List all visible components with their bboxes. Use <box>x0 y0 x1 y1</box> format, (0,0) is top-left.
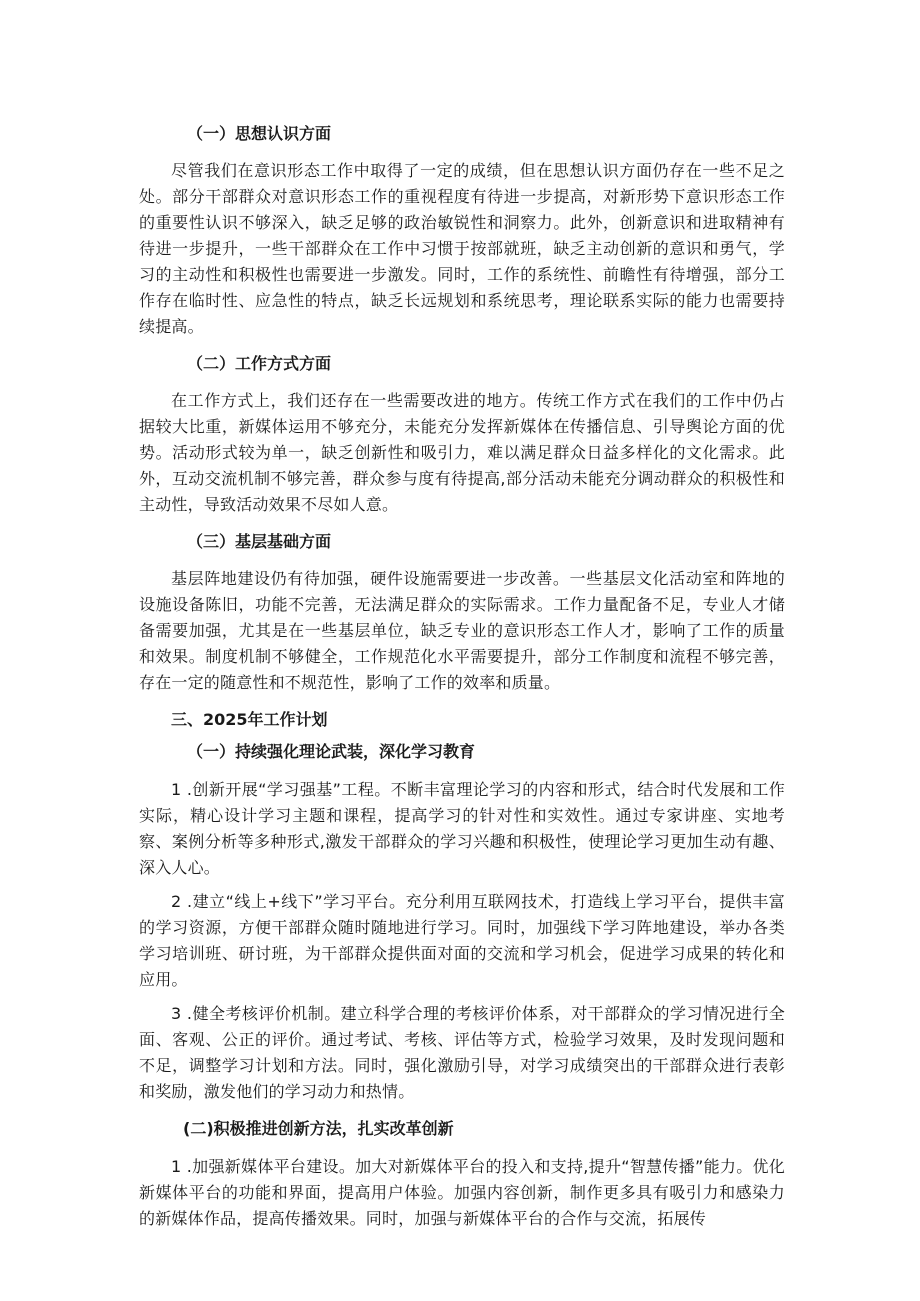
heading-theory-armament: （一）持续强化理论武装，深化学习教育 <box>187 742 476 761</box>
document-page <box>139 118 785 1232</box>
paragraph-grassroots-foundation: 基层阵地建设仍有待加强，硬件设施需要进一步改善。一些基层文化活动室和阵地的设施设备陈旧，功能不完善，无法满足群众的实际需求。工作力量配备不足，专业人才储备需要加强，尤其是在一些基层单位，缺乏专业的意识形态工作人才，影响了工作的质量和效果。制度机制不够健全，工作规范化水平需要提升，部分工作制度和流程不够完善，存在一定的随意性和不规范性，影响了工作的效率和质量。 <box>139 569 785 692</box>
list-item-study-project: 1 .创新开展“学习强基”工程。不断丰富理论学习的内容和形式，结合时代发展和工作实际，精心设计学习主题和课程，提高学习的针对性和实效性。通过专家讲座、实地考察、案例分析等多种形式,激发干部群众的学习兴趣和积极性，使理论学习更加生动有趣、深入人心。 <box>139 780 785 877</box>
paragraph-work-methods: 在工作方式上，我们还存在一些需要改进的地方。传统工作方式在我们的工作中仍占据较大比重，新媒体运用不够充分，未能充分发挥新媒体在传播信息、引导舆论方面的优势。活动形式较为单一，缺乏创新性和吸引力，难以满足群众日益多样化的文化需求。此外，互动交流机制不够完善，群众参与度有待提高,部分活动未能充分调动群众的积极性和主动性，导致活动效果不尽如人意。 <box>139 391 785 514</box>
heading-grassroots-foundation: （三）基层基础方面 <box>187 532 332 551</box>
paragraph-thought-awareness: 尽管我们在意识形态工作中取得了一定的成绩，但在思想认识方面仍存在一些不足之处。部分干部群众对意识形态工作的重视程度有待进一步提高，对新形势下意识形态工作的重要性认识不够深入，缺乏足够的政治敏锐性和洞察力。此外，创新意识和进取精神有待进一步提升，一些干部群众在工作中习惯于按部就班，缺乏主动创新的意识和勇气，学习的主动性和积极性也需要进一步激发。同时，工作的系统性、前瞻性有待增强，部分工作存在临时性、应急性的特点，缺乏长远规划和系统思考，理论联系实际的能力也需要持续提高。 <box>139 161 785 336</box>
list-item-assessment-mechanism: 3 .健全考核评价机制。建立科学合理的考核评价体系，对干部群众的学习情况进行全面、客观、公正的评价。通过考试、考核、评估等方式，检验学习效果，及时发现问题和不足，调整学习计划和方法。同时，强化激励引导，对学习成绩突出的干部群众进行表彰和奖励，激发他们的学习动力和热情。 <box>139 1004 785 1101</box>
heading-innovation-methods: (二)积极推进创新方法，扎实改革创新 <box>183 1119 454 1138</box>
list-item-online-offline-platform: 2 .建立“线上+线下”学习平台。充分利用互联网技术，打造线上学习平台，提供丰富的学习资源，方便干部群众随时随地进行学习。同时，加强线下学习阵地建设，举办各类学习培训班、研讨班，为干部群众提供面对面的交流和学习机会，促进学习成果的转化和应用。 <box>139 892 785 989</box>
list-item-new-media-platform: 1 .加强新媒体平台建设。加大对新媒体平台的投入和支持,提升“智慧传播”能力。优化新媒体平台的功能和界面，提高用户体验。加强内容创新，制作更多具有吸引力和感染力的新媒体作品，提高传播效果。同时，加强与新媒体平台的合作与交流，拓展传 <box>139 1157 785 1228</box>
section-title-2025-plan: 三、2025年工作计划 <box>171 710 328 729</box>
heading-work-methods: （二）工作方式方面 <box>187 354 332 373</box>
heading-thought-awareness: （一）思想认识方面 <box>187 124 332 143</box>
